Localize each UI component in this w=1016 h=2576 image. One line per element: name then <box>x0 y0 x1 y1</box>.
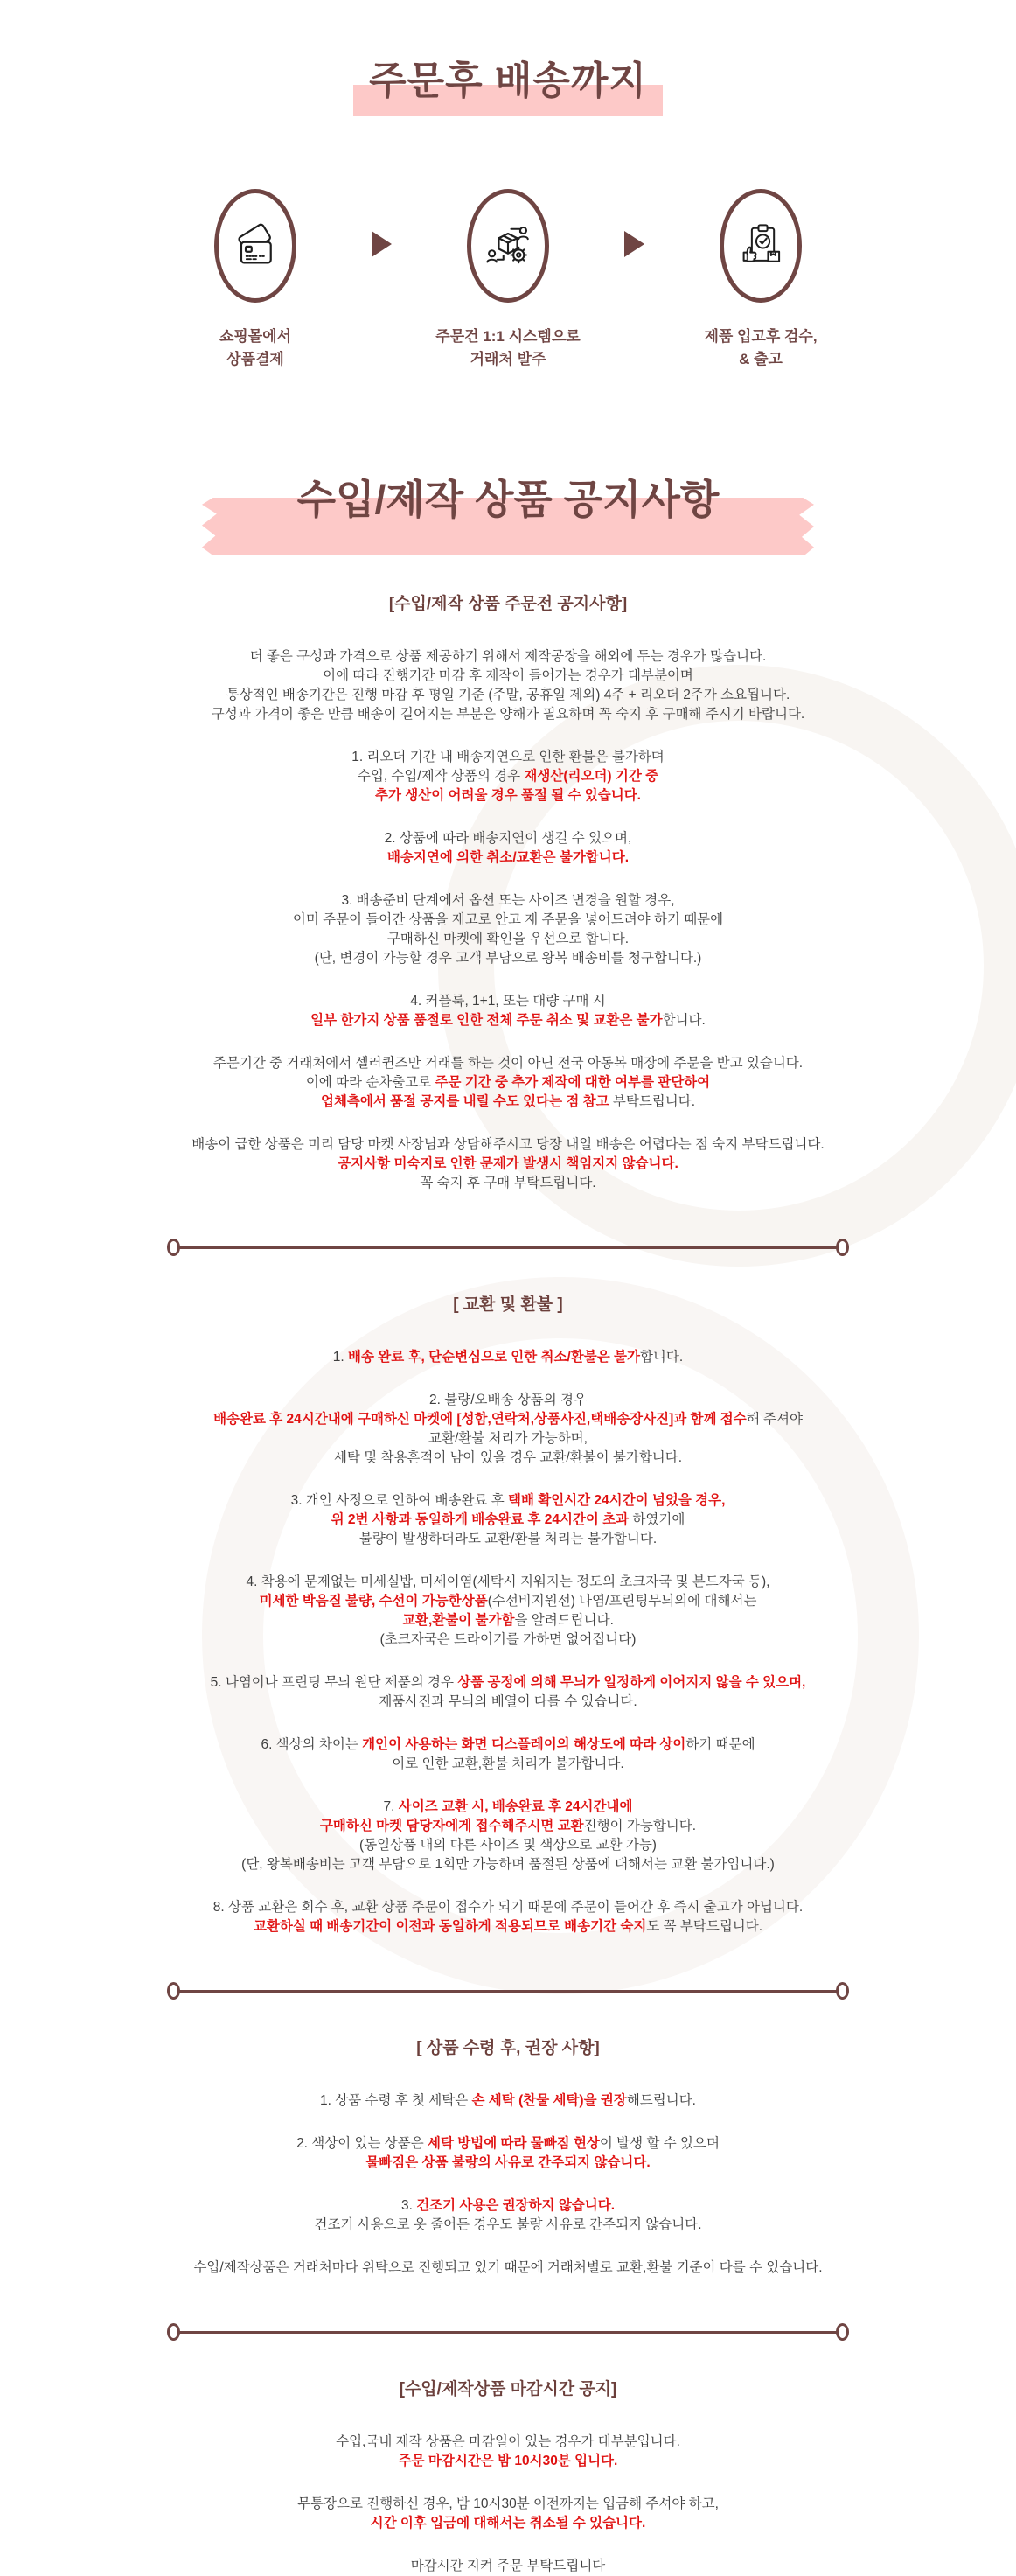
section-heading: [수입/제작 상품 주문전 공지사항] <box>388 595 628 613</box>
notice-line <box>101 1391 915 1410</box>
notice-text-emphasis: 세탁 방법에 따라 물빠짐 현상 <box>428 2136 600 2151</box>
process-step-label <box>155 325 356 370</box>
notice-text: 더 좋은 구성과 가격으로 상품 제공하기 위해서 제작공장을 해외에 두는 경우가 많습니다. <box>249 649 767 664</box>
notice-text: 건조기 사용으로 옷 줄어든 경우도 불량 사유로 간주되지 않습니다. <box>314 2217 702 2232</box>
notice-text: (단, 변경이 가능할 경우 고객 부담으로 왕복 배송비를 청구합니다.) <box>314 951 702 966</box>
notice-text: 주문기간 중 거래처에서 셀러퀸즈만 거래를 하는 것이 아닌 전국 아동복 매장에 주문을 받고 있습니다. <box>212 1056 804 1071</box>
notice-line <box>101 1898 915 1917</box>
notice-line <box>101 1735 915 1755</box>
notice-text: 하기 때문에 <box>685 1737 755 1752</box>
notice-line <box>101 2134 915 2154</box>
notice-text-emphasis: 공지사항 미숙지로 인한 문제가 발생시 책임지지 않습니다. <box>338 1156 678 1171</box>
notice-line <box>101 786 915 806</box>
notice-line <box>101 1174 915 1193</box>
notice-line <box>101 767 915 786</box>
notice-text-emphasis: 업체측에서 품절 공지를 내릴 수도 있다는 점 참고 <box>320 1094 609 1109</box>
notice-line <box>101 1155 915 1174</box>
notice-text-emphasis: 배송지연에 의한 취소/교환은 불가합니다. <box>386 850 630 865</box>
notice-text-emphasis: 재생산(리오더) 기간 중 <box>524 769 659 784</box>
notice-text: 진행이 가능합니다. <box>583 1819 697 1833</box>
section-body <box>101 2433 915 2576</box>
notice-block <box>101 2557 915 2576</box>
section-body <box>101 1348 915 1937</box>
notice-text: 6. 색상의 차이는 <box>261 1737 363 1752</box>
notice-line <box>101 930 915 949</box>
notice-text: 제품사진과 무늬의 배열이 다를 수 있습니다. <box>379 1694 637 1709</box>
notice-block <box>101 1135 915 1193</box>
notice-line <box>101 667 915 686</box>
notice-line <box>101 1073 915 1093</box>
notice-block <box>101 1573 915 1650</box>
page-content <box>71 0 945 2576</box>
section-heading: [ 상품 수령 후, 권장 사항] <box>416 2039 600 2057</box>
step-label-line: & 출고 <box>739 350 783 367</box>
step-label-line: 쇼핑몰에서 <box>219 328 292 345</box>
notice-line <box>101 2196 915 2216</box>
section-divider <box>167 2323 849 2341</box>
notice-text: 해 주셔야 <box>746 1412 803 1427</box>
step-label-line: 거래처 발주 <box>470 350 546 367</box>
notice-text: 불량이 발생하더라도 교환/환불 처리는 불가합니다. <box>358 1532 658 1546</box>
notice-text: 을 알려드립니다. <box>514 1613 614 1628</box>
notice-text: 8. 상품 교환은 회수 후, 교환 상품 주문이 접수가 되기 때문에 주문이 들어간 후 즉시 출고가 아닙니다. <box>212 1900 804 1915</box>
notice-block <box>101 748 915 806</box>
notice-title-text: 수입/제작 상품 공지사항 <box>296 477 720 522</box>
notice-text: 이로 인한 교환,환불 처리가 불가합니다. <box>392 1756 624 1771</box>
notice-text: 2. 색상이 있는 상품은 <box>296 2136 428 2151</box>
notice-line <box>101 1693 915 1712</box>
section-deadline-notice <box>101 2376 915 2576</box>
notice-text: 부탁드립니다. <box>609 1094 696 1109</box>
notice-line <box>101 1755 915 1774</box>
notice-text: 교환/환불 처리가 가능하며, <box>428 1431 588 1446</box>
notice-text: 하였기에 <box>629 1512 685 1527</box>
notice-text: 해드립니다. <box>626 2093 696 2108</box>
notice-text: 3. 개인 사정으로 인하여 배송완료 후 <box>290 1493 508 1508</box>
notice-text: 2. 불량/오배송 상품의 경우 <box>429 1393 587 1407</box>
notice-text-emphasis: 사이즈 교환 시, 배송완료 후 24시간내에 <box>398 1799 633 1814</box>
notice-text: 이 발생 할 수 있으며 <box>599 2136 720 2151</box>
process-step-inspection <box>660 189 861 370</box>
notice-text-emphasis: 손 세탁 (찬물 세탁)을 권장 <box>471 2093 627 2108</box>
notice-text: (초크자국은 드라이기를 가하면 없어집니다) <box>379 1632 637 1647</box>
notice-line <box>101 2514 915 2533</box>
page-title <box>71 49 945 105</box>
notice-text: 합니다. <box>662 1013 706 1028</box>
step-label-line: 제품 입고후 검수, <box>704 328 818 345</box>
notice-text: 이에 따라 진행기간 마감 후 제작이 들어가는 경우가 대부분이며 <box>323 668 693 683</box>
notice-line <box>101 1592 915 1611</box>
notice-text-emphasis: 개인이 사용하는 화면 디스플레이의 해상도에 따라 상이 <box>362 1737 686 1752</box>
notice-text-emphasis: 주문 기간 중 추가 제작에 대한 여부를 판단하여 <box>435 1075 711 1090</box>
notice-line <box>101 829 915 848</box>
notice-line <box>101 1348 915 1367</box>
notice-text: 통상적인 배송기간은 진행 마감 후 평일 기준 (주말, 공휴일 제외) 4주 + 리오더 2주가 소요됩니다. <box>226 688 790 702</box>
notice-text-emphasis: 배송완료 후 24시간내에 구매하신 마켓에 [성함,연락처,상품사진,택배송장사진]과 함께 접수 <box>213 1412 747 1427</box>
notice-line <box>101 2433 915 2452</box>
divider-line <box>178 1990 838 1993</box>
notice-line <box>101 1511 915 1530</box>
notice-banner-title <box>71 468 945 526</box>
shipping-notice-page <box>71 0 945 2573</box>
process-step-label <box>407 325 609 370</box>
section-after-receipt <box>101 2035 915 2278</box>
notice-line <box>101 1798 915 1817</box>
notice-block <box>101 1348 915 1367</box>
notice-text: 4. 착용에 문제없는 미세실밥, 미세이염(세탁시 지워지는 정도의 초크자국 및 본드자국 등), <box>246 1574 770 1589</box>
notice-block <box>101 647 915 724</box>
section-divider <box>167 1239 849 1256</box>
notice-text-emphasis: 추가 생산이 어려울 경우 품절 될 수 있습니다. <box>375 788 641 803</box>
notice-line <box>101 1817 915 1836</box>
notice-line <box>101 2557 915 2576</box>
notice-block <box>101 2258 915 2278</box>
notice-block <box>101 2433 915 2471</box>
notice-text: 합니다. <box>639 1350 684 1365</box>
arrow-right-icon <box>372 231 392 257</box>
notice-line <box>101 911 915 930</box>
notice-text: 7. <box>383 1799 399 1814</box>
notice-text: 마감시간 지켜 주문 부탁드립니다 <box>410 2559 606 2573</box>
divider-ring-icon <box>836 1982 849 2000</box>
notice-line <box>101 1573 915 1592</box>
notice-line <box>101 2495 915 2514</box>
notice-line <box>101 2452 915 2471</box>
notice-line <box>101 2154 915 2173</box>
notice-text-emphasis: 배송 완료 후, 단순변심으로 인한 취소/환불은 불가 <box>348 1350 640 1365</box>
notice-block <box>101 2134 915 2173</box>
section-pre-order-notice <box>101 590 915 1193</box>
notice-text: 4. 커플룩, 1+1, 또는 대량 구매 시 <box>410 994 606 1009</box>
notice-line <box>101 1054 915 1073</box>
section-heading: [수입/제작상품 마감시간 공지] <box>399 2380 617 2398</box>
notice-text: 세탁 및 착용흔적이 남아 있을 경우 교환/환불이 불가합니다. <box>333 1450 683 1465</box>
notice-block <box>101 829 915 868</box>
notice-text: 이미 주문이 들어간 상품을 재고로 안고 재 주문을 넣어드려야 하기 때문에 <box>292 912 724 927</box>
notice-text-emphasis: 일부 한가지 상품 품절로 인한 전체 주문 취소 및 교환은 불가 <box>310 1013 663 1028</box>
process-step-order-system <box>407 189 609 370</box>
section-heading: [ 교환 및 환불 ] <box>453 1295 563 1314</box>
section-exchange-refund <box>101 1291 915 1937</box>
step-label-line: 상품결제 <box>226 350 284 367</box>
notice-text-emphasis: 미세한 박음질 불량, 수선이 가능한상품 <box>259 1594 488 1609</box>
notice-text-emphasis: 주문 마감시간은 밤 10시30분 입니다. <box>398 2454 618 2468</box>
notice-line <box>101 1836 915 1855</box>
notice-text: 1. 리오더 기간 내 배송지연으로 인한 환불은 불가하며 <box>351 750 665 764</box>
notice-line <box>101 949 915 968</box>
page-title-text: 주문후 배송까지 <box>369 59 647 102</box>
notice-text: 구성과 가격이 좋은 만큼 배송이 길어지는 부분은 양해가 필요하며 꼭 숙지 후 구매해 주시기 바랍니다. <box>211 707 805 722</box>
notice-text: 2. 상품에 따라 배송지연이 생길 수 있으며, <box>384 831 632 846</box>
notice-text: 3. 배송준비 단계에서 옵션 또는 사이즈 변경을 원할 경우, <box>341 893 675 908</box>
notice-line <box>101 891 915 911</box>
notice-text-emphasis: 시간 이후 입금에 대해서는 취소될 수 있습니다. <box>370 2516 646 2531</box>
divider-line <box>178 2331 838 2334</box>
notice-line <box>101 1611 915 1630</box>
notice-text: (동일상품 내의 다른 사이즈 및 색상으로 교환 가능) <box>359 1838 657 1853</box>
notice-line <box>101 1135 915 1155</box>
notice-block <box>101 2196 915 2235</box>
notice-text: 이에 따라 순차출고로 <box>305 1075 435 1090</box>
notice-line <box>101 1410 915 1429</box>
notice-block <box>101 1898 915 1937</box>
notice-line <box>101 992 915 1011</box>
credit-card-icon <box>214 189 296 303</box>
notice-line <box>101 2216 915 2235</box>
notice-line <box>101 848 915 868</box>
notice-text: 수입, 수입/제작 상품의 경우 <box>357 769 525 784</box>
notice-block <box>101 1735 915 1774</box>
notice-text: (수선비지원선) 나염/프린팅무늬의에 대해서는 <box>487 1594 757 1609</box>
section-body <box>101 647 915 1193</box>
notice-text: 무통장으로 진행하신 경우, 밤 10시30분 이전까지는 입금해 주셔야 하고, <box>297 2496 719 2511</box>
notice-text: 수입,국내 제작 상품은 마감일이 있는 경우가 대부분입니다. <box>336 2434 680 2449</box>
notice-line <box>101 1917 915 1937</box>
notice-block <box>101 2495 915 2533</box>
arrow-right-icon <box>624 231 644 257</box>
notice-text-emphasis: 교환,환불이 불가함 <box>402 1613 515 1628</box>
inspection-icon <box>720 189 802 303</box>
notice-block <box>101 1491 915 1549</box>
notice-block <box>101 992 915 1030</box>
order-system-icon <box>467 189 549 303</box>
notice-text: 배송이 급한 상품은 미리 담당 마켓 사장님과 상담해주시고 당장 내일 배송은 어렵다는 점 숙지 부탁드립니다. <box>191 1137 825 1152</box>
notice-line <box>101 2258 915 2278</box>
notice-line <box>101 1093 915 1112</box>
notice-text: (단, 왕복배송비는 고객 부담으로 1회만 가능하며 품절된 상품에 대해서는 교환 불가입니다.) <box>241 1857 775 1872</box>
notice-text: 도 꼭 부탁드립니다. <box>646 1919 763 1934</box>
notice-line <box>101 1491 915 1511</box>
notice-line <box>101 1449 915 1468</box>
notice-line <box>101 705 915 724</box>
notice-line <box>101 1011 915 1030</box>
divider-ring-icon <box>836 1239 849 1256</box>
divider-line <box>178 1246 838 1249</box>
notice-text: 1. <box>332 1350 349 1365</box>
notice-text-emphasis: 교환하실 때 배송기간이 이전과 동일하게 적용되므로 배송기간 숙지 <box>253 1919 647 1934</box>
notice-block <box>101 891 915 968</box>
process-step-label <box>660 325 861 370</box>
notice-line <box>101 647 915 667</box>
notice-text: 구매하신 마켓에 확인을 우선으로 합니다. <box>386 932 630 946</box>
notice-text: 수입/제작상품은 거래처마다 위탁으로 진행되고 있기 때문에 거래처별로 교환,환불 기준이 다를 수 있습니다. <box>193 2260 823 2275</box>
notice-line <box>101 1530 915 1549</box>
notice-text-emphasis: 택배 확인시간 24시간이 넘었을 경우, <box>507 1493 726 1508</box>
notice-line <box>101 748 915 767</box>
notice-text-emphasis: 건조기 사용은 권장하지 않습니다. <box>416 2198 616 2213</box>
notice-block <box>101 1798 915 1874</box>
divider-ring-icon <box>836 2323 849 2341</box>
notice-line <box>101 1855 915 1874</box>
notice-block <box>101 1673 915 1712</box>
notice-block <box>101 1054 915 1112</box>
notice-line <box>101 686 915 705</box>
notice-text-emphasis: 물빠짐은 상품 불량의 사유로 간주되지 않습니다. <box>365 2155 651 2170</box>
notice-text: 1. 상품 수령 후 첫 세탁은 <box>320 2093 472 2108</box>
notice-line <box>101 1673 915 1693</box>
section-body <box>101 2091 915 2278</box>
step-label-line: 주문건 1:1 시스템으로 <box>435 328 581 345</box>
notice-line <box>101 1429 915 1449</box>
notice-block <box>101 1391 915 1468</box>
order-process-flow <box>71 189 945 370</box>
process-step-payment <box>155 189 356 370</box>
notice-block <box>101 2091 915 2111</box>
notice-text-emphasis: 위 2번 사항과 동일하게 배송완료 후 24시간이 초과 <box>331 1512 630 1527</box>
notice-line <box>101 2091 915 2111</box>
notice-line <box>101 1630 915 1650</box>
notice-text: 3. <box>400 2198 417 2213</box>
notice-text: 5. 나염이나 프린팅 무늬 원단 제품의 경우 <box>210 1675 458 1690</box>
notice-text: 꼭 숙지 후 구매 부탁드립니다. <box>420 1176 596 1190</box>
notice-text-emphasis: 구매하신 마켓 담당자에게 접수해주시면 교환 <box>319 1819 584 1833</box>
section-divider <box>167 1982 849 2000</box>
notice-text-emphasis: 상품 공정에 의해 무늬가 일정하게 이어지지 않을 수 있으며, <box>457 1675 806 1690</box>
